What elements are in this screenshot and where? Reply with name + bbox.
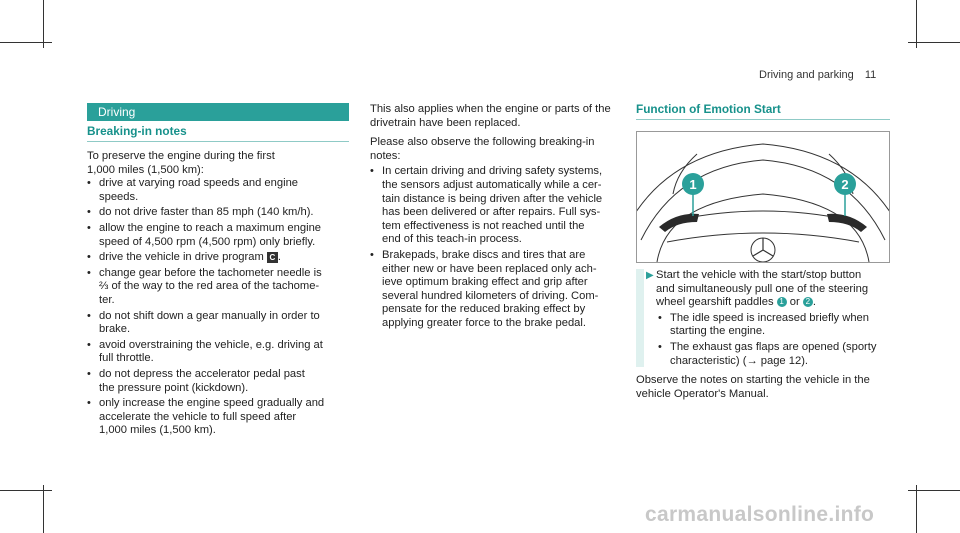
section-title: Driving and parking xyxy=(759,69,854,81)
drive-program-c-icon: C xyxy=(267,252,278,263)
emotion-start-heading: Function of Emotion Start xyxy=(636,102,781,116)
list-item: • only increase the engine speed gradually and accelerate the vehicle to full speed after 1,000 miles (1,500 km). xyxy=(87,397,325,437)
list-item: • Brakepads, brake discs and tires that are either new or have been replaced only ach- ieve optimum braking effect and grip after several hundred kilometers of driving. Com- pensate for the reduced braking effect by applying greater force to the brake pedal. xyxy=(370,248,599,329)
list-item: • allow the engine to reach a maximum engine speed of 4,500 rpm (4,500 rpm) only briefly. xyxy=(87,221,322,248)
watermark: carmanualsonline.info xyxy=(645,503,875,526)
instruction-step: ▶ Start the vehicle with the start/stop button and simultaneously pull one of the steering wheel gearshift paddles 1 or 2 . • The idle speed is increased briefly when starting the engine. • The exhaust gas flaps are opened (sporty characteristic) (→ page 12). Observe the notes on starting the vehicle in the vehicle Operator's Manual. xyxy=(636,269,890,401)
callout-2-label: 2 xyxy=(841,177,849,192)
steering-wheel-illustration xyxy=(637,132,889,262)
running-header xyxy=(759,69,923,83)
crop-mark xyxy=(908,490,960,491)
step-arrow-icon: ▶ xyxy=(646,270,654,281)
heading-rule xyxy=(636,119,890,120)
page-number: 11 xyxy=(864,69,877,81)
list-item: • In certain driving and driving safety systems, the sensors adjust automatically while a cer- tain distance is being driven after the vehicle has been delivered or after repairs. Full sys- tem effectiveness is not reached until the end of this teach-in process. xyxy=(370,165,603,246)
list-item: • The exhaust gas flaps are opened (sporty characteristic) (→ page 12). xyxy=(658,340,877,367)
paddle-2-badge: 2 xyxy=(803,297,813,307)
list-item: • avoid overstraining the vehicle, e.g. driving at full throttle. xyxy=(87,338,323,365)
crop-mark xyxy=(908,42,960,43)
crop-mark xyxy=(43,485,44,533)
list-item: • drive the vehicle in drive program C . xyxy=(87,251,281,264)
heading-rule xyxy=(87,141,349,142)
list-item: • change gear before the tachometer needle is ⅔ of the way to the red area of the tachome- ter. xyxy=(87,266,322,306)
chapter-banner: Driving xyxy=(87,103,349,121)
breaking-in-list xyxy=(87,177,357,438)
steering-wheel-figure xyxy=(636,131,890,263)
paragraph: Please also observe the following breaking-in notes: xyxy=(370,136,595,162)
notes-list xyxy=(370,165,632,330)
paragraph: This also applies when the engine or parts of the drivetrain have been replaced. xyxy=(370,103,611,129)
crop-mark xyxy=(0,42,52,43)
middle-column xyxy=(370,103,632,331)
paddle-1-badge: 1 xyxy=(777,297,787,307)
intro-text: To preserve the engine during the first 1,000 miles (1,500 km): xyxy=(87,150,275,176)
crop-mark xyxy=(916,0,917,48)
crop-mark xyxy=(916,485,917,533)
list-item: • do not depress the accelerator pedal past the pressure point (kickdown). xyxy=(87,367,305,394)
breaking-in-heading: Breaking-in notes xyxy=(87,124,187,138)
list-item: • drive at varying road speeds and engine speeds. xyxy=(87,177,299,203)
list-item: • do not drive faster than 85 mph (140 km/h). xyxy=(87,206,314,219)
crop-mark xyxy=(0,490,52,491)
list-item: • The idle speed is increased briefly when starting the engine. xyxy=(658,311,869,338)
list-item: • do not shift down a gear manually in order to brake. xyxy=(87,309,320,336)
observe-note: Observe the notes on starting the vehicle in the vehicle Operator's Manual. xyxy=(636,374,870,400)
callout-1-label: 1 xyxy=(689,177,697,192)
crop-mark xyxy=(43,0,44,48)
result-list xyxy=(658,312,890,368)
left-column xyxy=(87,150,357,438)
